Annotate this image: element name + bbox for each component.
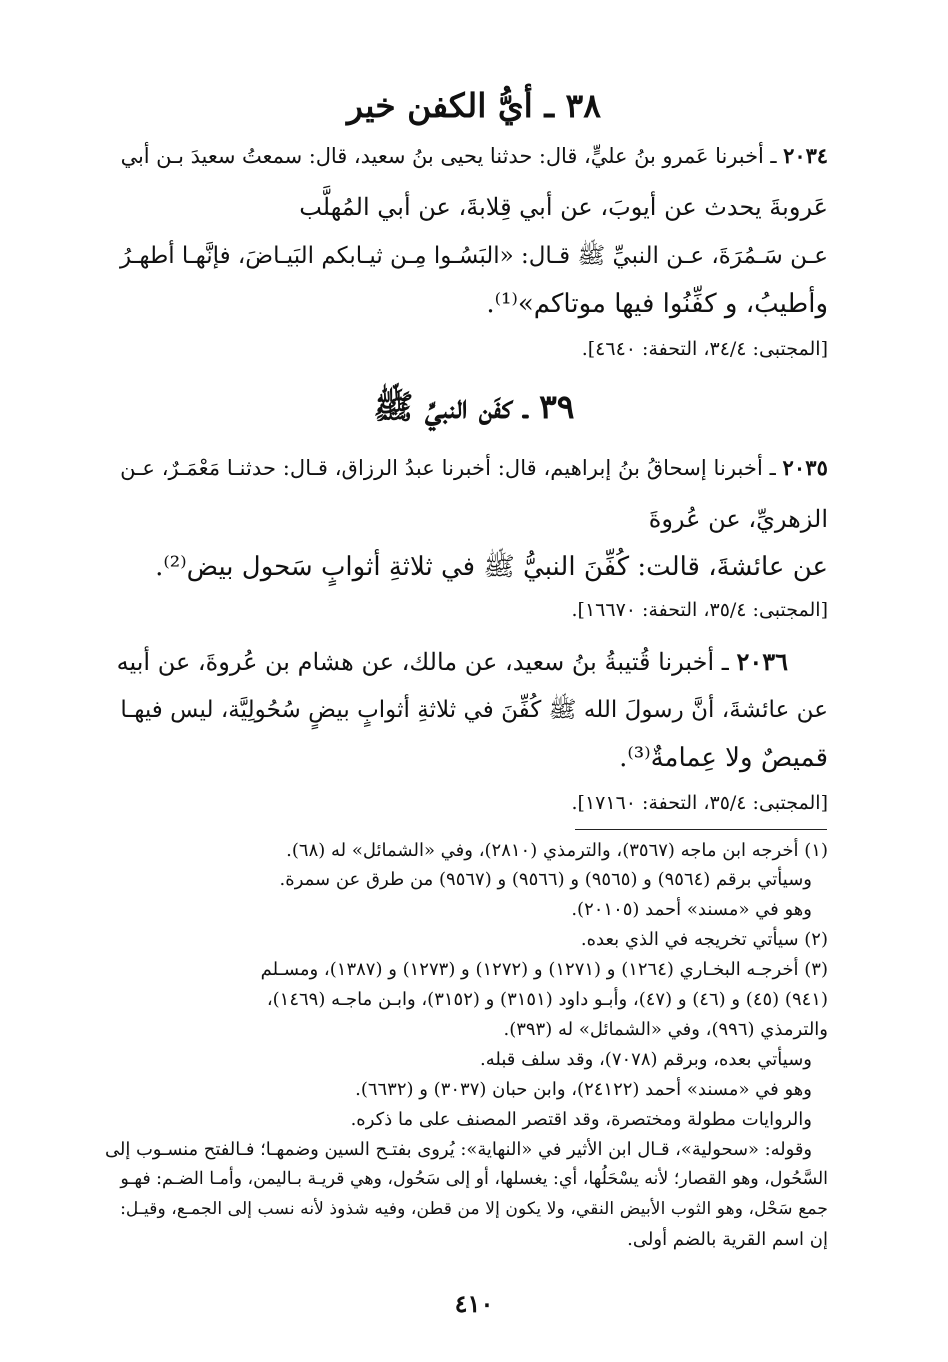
page-number: ٤١٠ bbox=[454, 1289, 494, 1318]
footnote-line: (٩٤١) (٤٥) و (٤٦) و (٤٧)، وأبـو داود (٣١٥١) و (٣١٥٢)، وابـن ماجـه (١٤٦٩)، bbox=[266, 989, 828, 1010]
hadith-2036-matn-line-1: عن عائشةَ، أنَّ رسولَ الله ﷺ كُفِّنَ في ثلاثةِ أثوابٍ بيضٍ سُحُولِيَّة، ليس فيهـا bbox=[120, 697, 828, 723]
hadith-2034-matn-line-2: وأطيبُ، و كفِّنُوا فيها موتاكم»⁽¹⁾. bbox=[486, 289, 828, 319]
hadith-2036-isnad-line-1 bbox=[117, 647, 788, 676]
hadith-2035-number: ٢٠٣٥ bbox=[782, 455, 828, 480]
footnote-line: وهو في «مسند» أحمد (٢٠١٠٥). bbox=[571, 899, 812, 920]
hadith-2036-matn-line-2: قميصٌ ولا عِمامةٌ⁽³⁾. bbox=[619, 743, 828, 773]
footnote-line: والترمذي (٩٩٦)، وفي «الشمائل» له (٣٩٣). bbox=[503, 1019, 828, 1040]
hadith-2035-isnad-line-2: الزهريِّ، عن عُروةَ bbox=[648, 505, 828, 533]
chapter-38-title: ٣٨ ـ أيُّ الكفن خير bbox=[347, 86, 601, 125]
footnote-line: وسيأتي برقم (٩٥٦٤) و (٩٥٦٥) و (٩٥٦٦) و (٩٥٦٧) من طرق عن سمرة. bbox=[279, 869, 812, 890]
hadith-2036-reference: [المجتبى: ٣٥/٤، التحفة: ١٧١٦٠]. bbox=[571, 792, 828, 814]
hadith-2035-reference: [المجتبى: ٣٥/٤، التحفة: ١٦٦٧٠]. bbox=[571, 599, 828, 621]
chapter-39-title: ٣٩ ـ كفَن النبيِّ ﷺ bbox=[373, 387, 575, 426]
footnote-line: وقوله: «سحولية»، قـال ابن الأثير في «النهاية»: يُروى بفتـح السين وضمهـا؛ فـالفتح منسـوب إلى bbox=[105, 1139, 812, 1160]
footnote-line: جمع سَحْل، وهو الثوب الأبيض النقي، ولا يكون إلا من قطن، وفيه شذوذ لأنه نسب إلى الجمـع، وقيـل: bbox=[120, 1199, 828, 1219]
footnote-separator bbox=[575, 829, 827, 830]
hadith-2035-matn-line-1: عن عائشةَ، قالت: كُفِّنَ النبيُّ ﷺ في ثلاثةِ أثوابٍ سَحول بيض⁽²⁾. bbox=[155, 552, 828, 582]
footnote-line: (٢) سيأتي تخريجه في الذي بعده. bbox=[580, 929, 828, 950]
hadith-2034-isnad-line-2: عَروبةَ يحدث عن أيوبَ، عن أبي قِلابةَ، عن أبي المُهلَّب bbox=[299, 193, 828, 221]
footnote-line: والروايات مطولة ومختصرة، وقد اقتصر المصنف على ما ذكره. bbox=[350, 1109, 812, 1130]
hadith-2034-reference: [المجتبى: ٣٤/٤، التحفة: ٤٦٤٠]. bbox=[581, 338, 828, 360]
footnote-line: (٣) أخرجـه البخـاري (١٢٦٤) و (١٢٧١) و (١٢٧٢) و (١٢٧٣) و (١٣٨٧)، ومسـلم bbox=[260, 959, 828, 980]
hadith-2034-isnad-line-1 bbox=[121, 143, 828, 168]
footnote-line: وسيأتي بعده، وبرقم (٧٠٧٨)، وقد سلف قبله. bbox=[480, 1049, 812, 1070]
hadith-2034-number: ٢٠٣٤ bbox=[783, 143, 828, 168]
hadith-2035-isnad-text: ـ أخبرنا إسحاقُ بنُ إبراهيم، قال: أخبرنا عبدُ الرزاق، قـال: حدثنـا مَعْمَـرٌ، عـن bbox=[120, 455, 776, 480]
hadith-2036-isnad-text: ـ أخبرنا قُتيبةُ بنُ سعيد، عن مالك، عن هشام بن عُروةَ، عن أبيه bbox=[116, 648, 729, 676]
footnote-line: السَّحُول، وهو القصار؛ لأنه يسْحَلُها، أي: يغسلها، أو إلى سَحُول، وهي قريـة بـاليمن، وأمـا الضـم: فهـو bbox=[120, 1169, 828, 1189]
hadith-2035-isnad-line-1 bbox=[120, 455, 828, 480]
footnote-line: إن اسم القرية بالضم أولى. bbox=[627, 1229, 828, 1250]
footnote-line: وهو في «مسند» أحمد (٢٤١٢٢)، وابن حبان (٣٠٣٧) و (٦٦٣٢). bbox=[355, 1079, 812, 1100]
footnote-line: (١) أخرجه ابن ماجه (٣٥٦٧)، والترمذي (٢٨١٠)، وفي «الشمائل» له (٦٨). bbox=[286, 840, 828, 861]
hadith-2036-number: ٢٠٣٦ bbox=[736, 647, 788, 676]
hadith-2034-matn-line-1: عـن سَـمُرَةَ، عـن النبيِّ ﷺ قـال: «البَسُـوا مِـن ثيـابكم البَيـاضَ، فإنَّهـا أطهـرُ bbox=[119, 243, 828, 269]
hadith-2034-isnad-text: ـ أخبرنا عَمرو بنُ عليٍّ، قال: حدثنا يحيى بنُ سعيد، قال: سمعتُ سعيدَ بـن أبي bbox=[120, 144, 777, 168]
